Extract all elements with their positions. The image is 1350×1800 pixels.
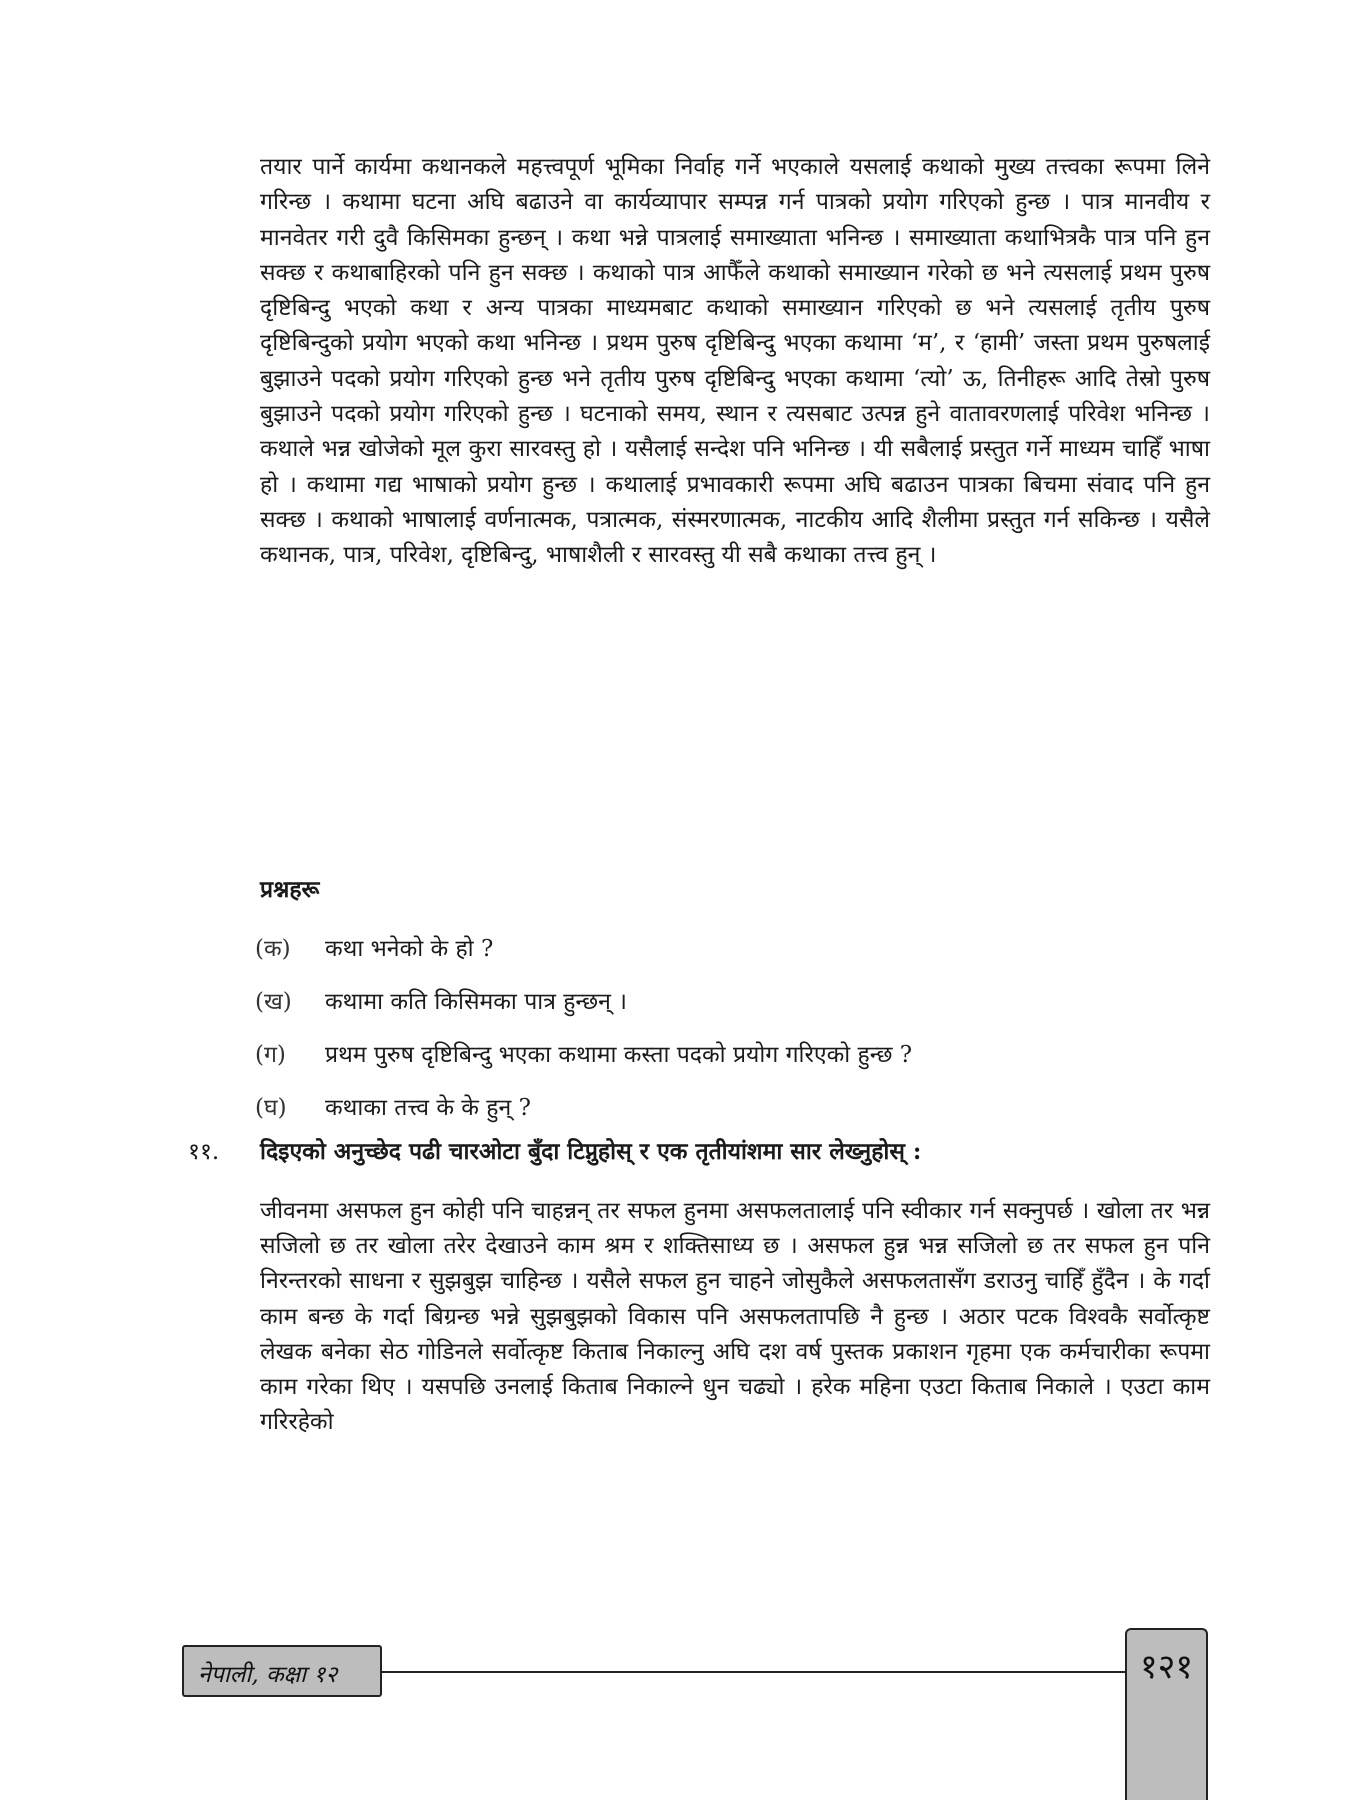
questions-heading: प्रश्नहरू xyxy=(260,876,320,903)
question-item xyxy=(255,973,912,1026)
question-item xyxy=(255,1026,912,1079)
page-number: १२१ xyxy=(1139,1647,1194,1687)
footer-divider xyxy=(382,1671,1125,1673)
question-text: कथाका तत्त्व के के हुन् ? xyxy=(325,1094,531,1121)
question-text: कथा भनेको के हो ? xyxy=(325,935,494,962)
questions-list xyxy=(255,920,912,1132)
question-item xyxy=(255,1079,912,1132)
question-label: (ग) xyxy=(255,1041,286,1068)
exercise-11-heading xyxy=(188,1134,1218,1166)
question-label: (क) xyxy=(255,935,291,962)
exercise-number: ११. xyxy=(188,1139,220,1165)
question-label: (घ) xyxy=(255,1094,287,1121)
question-text: प्रथम पुरुष दृष्टिबिन्दु भएका कथामा कस्ता पदको प्रयोग गरिएको हुन्छ ? xyxy=(325,1041,913,1068)
question-item xyxy=(255,920,912,973)
body-paragraph: तयार पार्ने कार्यमा कथानकले महत्त्वपूर्ण भूमिका निर्वाह गर्ने भएकाले यसलाई कथाको मुख्य तत्त्वका रूपमा लिने गरिन्छ । कथामा घटना अघि बढाउने वा कार्यव्यापार सम्पन्न गर्न पात्रको प्रयोग गरिएको हुन्छ । पात्र मानवीय र मानवेतर गरी दुवै किसिमका हुन्छन् । कथा भन्ने पात्रलाई समाख्याता भनिन्छ । समाख्याता कथाभित्रकै पात्र पनि हुन सक्छ र कथाबाहिरको पनि हुन सक्छ । कथाको पात्र आफैँले कथाको समाख्यान गरेको छ भने त्यसलाई प्रथम पुरुष दृष्टिबिन्दु भएको कथा र अन्य पात्रका माध्यमबाट कथाको समाख्यान गरिएको छ भने त्यसलाई तृतीय पुरुष दृष्टिबिन्दुको प्रयोग भएको कथा भनिन्छ । प्रथम पुरुष दृष्टिबिन्दु भएका कथामा ‘म’, र ‘हामी’ जस्ता प्रथम पुरुषलाई बुझाउने पदको प्रयोग गरिएको हुन्छ भने तृतीय पुरुष दृष्टिबिन्दु भएका कथामा ‘त्यो’ ऊ, तिनीहरू आदि तेस्रो पुरुष बुझाउने पदको प्रयोग गरिएको हुन्छ । घटनाको समय, स्थान र त्यसबाट उत्पन्न हुने वातावरणलाई परिवेश भनिन्छ । कथाले भन्न खोजेको मूल कुरा सारवस्तु हो । यसैलाई सन्देश पनि भनिन्छ । यी सबैलाई प्रस्तुत गर्ने माध्यम चाहिँ भाषा हो । कथामा गद्य भाषाको प्रयोग हुन्छ । कथालाई प्रभावकारी रूपमा अघि बढाउन पात्रका बिचमा संवाद पनि हुन सक्छ । कथाको भाषालाई वर्णनात्मक, पत्रात्मक, संस्मरणात्मक, नाटकीय आदि शैलीमा प्रस्तुत गर्न सकिन्छ । यसैले कथानक, पात्र, परिवेश, दृष्टिबिन्दु, भाषाशैली र सारवस्तु यी सबै कथाका तत्त्व हुन् । xyxy=(260,154,1210,569)
exercise-instruction: दिइएको अनुच्छेद पढी चारओटा बुँदा टिप्नुहोस् र एक तृतीयांशमा सार लेख्नुहोस् : xyxy=(260,1138,922,1165)
footer-book-title: नेपाली, कक्षा १२ xyxy=(198,1662,338,1688)
page-number-tab xyxy=(1125,1628,1208,1800)
question-text: कथामा कति किसिमका पात्र हुन्छन् । xyxy=(325,988,627,1015)
question-label: (ख) xyxy=(255,988,292,1015)
footer-book-title-tab xyxy=(182,1645,382,1697)
exercise-paragraph: जीवनमा असफल हुन कोही पनि चाहन्नन् तर सफल हुनमा असफलतालाई पनि स्वीकार गर्न सक्नुपर्छ । खोला तर भन्न सजिलो छ तर खोला तरेर देखाउने काम श्रम र शक्तिसाध्य छ । असफल हुन्न भन्न सजिलो छ तर सफल हुन पनि निरन्तरको साधना र सुझबुझ चाहिन्छ । यसैले सफल हुन चाहने जोसुकैले असफलतासँग डराउनु चाहिँ हुँदैन । के गर्दा काम बन्छ के गर्दा बिग्रन्छ भन्ने सुझबुझको विकास पनि असफलतापछि नै हुन्छ । अठार पटक विश्वकै सर्वोत्कृष्ट लेखक बनेका सेठ गोडिनले सर्वोत्कृष्ट किताब निकाल्नु अघि दश वर्ष पुस्तक प्रकाशन गृहमा एक कर्मचारीका रूपमा काम गरेका थिए । यसपछि उनलाई किताब निकाल्ने धुन चढ्यो । हरेक महिना एउटा किताब निकाले । एउटा काम गरिरहेको xyxy=(260,1198,1210,1436)
